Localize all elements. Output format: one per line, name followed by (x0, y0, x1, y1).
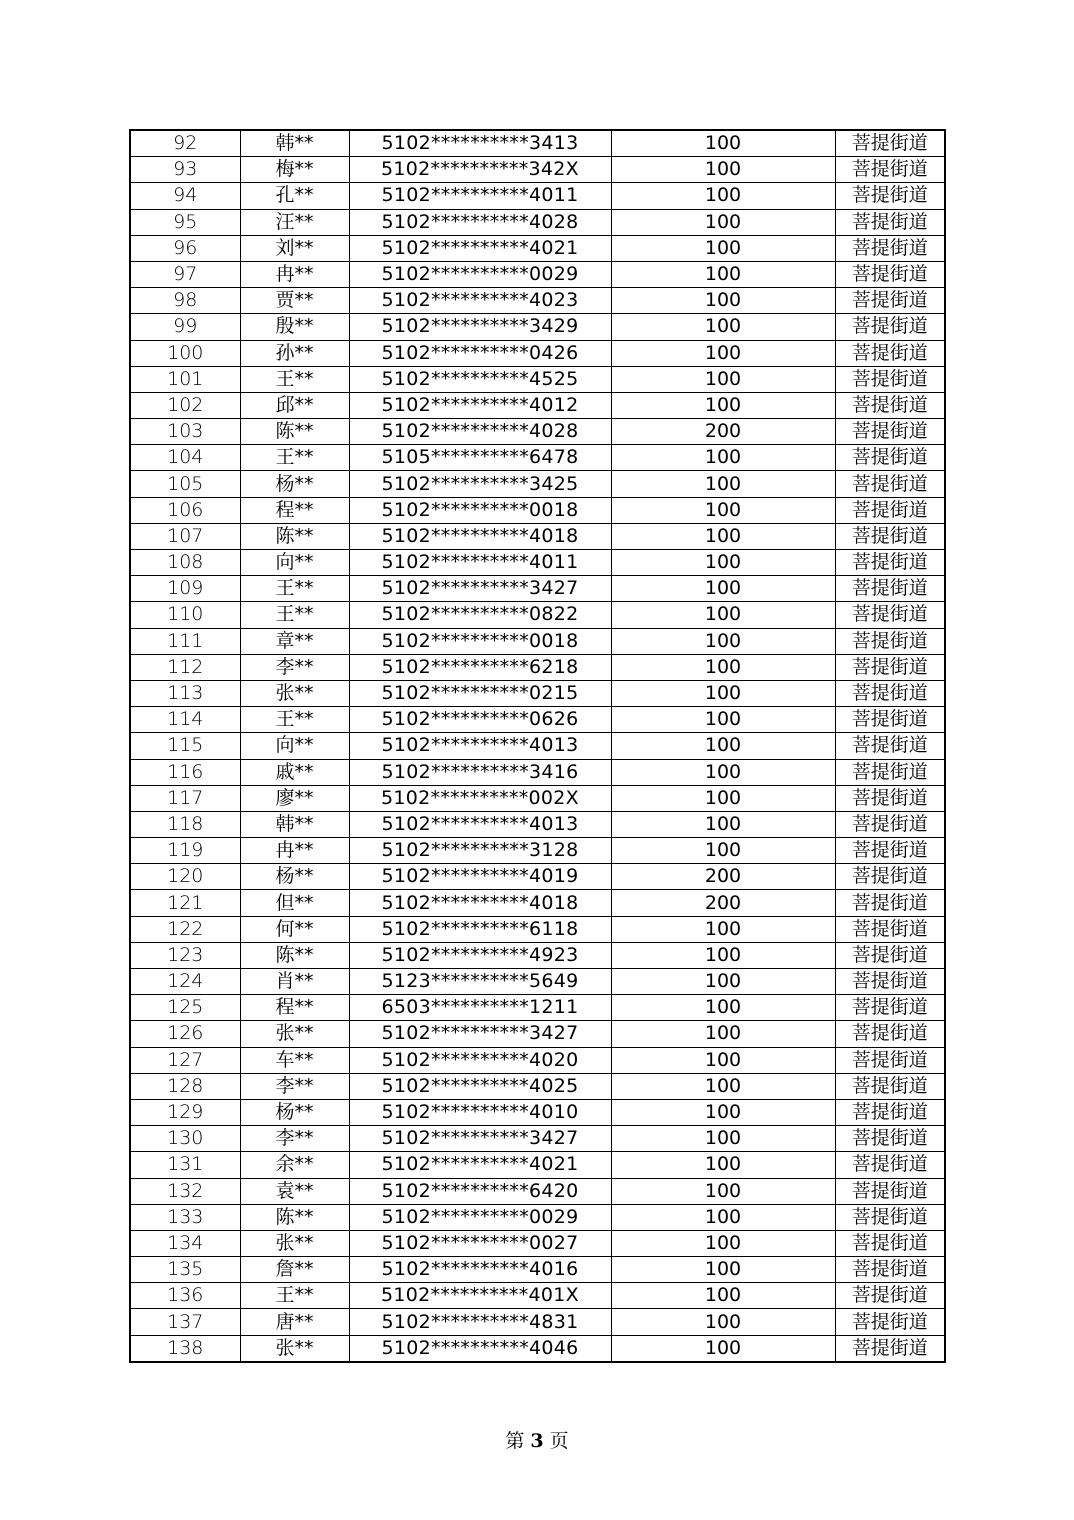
cell-id-number: 5102**********3427 (349, 576, 611, 602)
cell-serial-number: 127 (130, 1047, 240, 1073)
cell-subdistrict: 菩提街道 (835, 733, 945, 759)
cell-amount: 100 (611, 1309, 835, 1335)
cell-id-number: 5102**********0027 (349, 1230, 611, 1256)
roster-table (129, 129, 946, 1363)
cell-subdistrict: 菩提街道 (835, 838, 945, 864)
table-row (130, 550, 945, 576)
footer-prefix: 第 (505, 1430, 525, 1452)
cell-serial-number: 121 (130, 890, 240, 916)
cell-subdistrict: 菩提街道 (835, 785, 945, 811)
cell-name: 殷** (240, 314, 349, 340)
table-row (130, 654, 945, 680)
table-row (130, 1099, 945, 1125)
cell-id-number: 5102**********3413 (349, 130, 611, 157)
cell-id-number: 5105**********6478 (349, 445, 611, 471)
table-row (130, 471, 945, 497)
cell-subdistrict: 菩提街道 (835, 1021, 945, 1047)
cell-subdistrict: 菩提街道 (835, 314, 945, 340)
cell-amount: 100 (611, 576, 835, 602)
cell-amount: 100 (611, 707, 835, 733)
cell-serial-number: 99 (130, 314, 240, 340)
cell-id-number: 5102**********4831 (349, 1309, 611, 1335)
cell-amount: 100 (611, 1126, 835, 1152)
cell-amount: 100 (611, 1047, 835, 1073)
cell-name: 詹** (240, 1257, 349, 1283)
cell-id-number: 5102**********6118 (349, 916, 611, 942)
cell-subdistrict: 菩提街道 (835, 1230, 945, 1256)
cell-serial-number: 109 (130, 576, 240, 602)
table-row (130, 419, 945, 445)
cell-amount: 100 (611, 1178, 835, 1204)
cell-name: 肖** (240, 969, 349, 995)
cell-serial-number: 94 (130, 183, 240, 209)
cell-amount: 100 (611, 942, 835, 968)
table-row (130, 209, 945, 235)
cell-serial-number: 100 (130, 340, 240, 366)
table-row (130, 733, 945, 759)
cell-id-number: 5102**********4010 (349, 1099, 611, 1125)
cell-id-number: 5102**********4011 (349, 550, 611, 576)
cell-name: 杨** (240, 471, 349, 497)
cell-serial-number: 122 (130, 916, 240, 942)
cell-id-number: 5102**********3427 (349, 1021, 611, 1047)
table-row (130, 838, 945, 864)
cell-subdistrict: 菩提街道 (835, 1178, 945, 1204)
table-row (130, 1230, 945, 1256)
table-row (130, 1204, 945, 1230)
table-row (130, 628, 945, 654)
cell-subdistrict: 菩提街道 (835, 1047, 945, 1073)
cell-amount: 100 (611, 785, 835, 811)
cell-amount: 100 (611, 366, 835, 392)
cell-subdistrict: 菩提街道 (835, 157, 945, 183)
table-row (130, 759, 945, 785)
cell-amount: 100 (611, 340, 835, 366)
cell-id-number: 5102**********4023 (349, 288, 611, 314)
cell-serial-number: 136 (130, 1283, 240, 1309)
cell-amount: 100 (611, 1152, 835, 1178)
cell-amount: 100 (611, 1099, 835, 1125)
table-row (130, 995, 945, 1021)
cell-serial-number: 125 (130, 995, 240, 1021)
cell-serial-number: 130 (130, 1126, 240, 1152)
cell-amount: 100 (611, 1021, 835, 1047)
cell-amount: 100 (611, 995, 835, 1021)
cell-id-number: 5102**********0822 (349, 602, 611, 628)
table-row (130, 340, 945, 366)
cell-amount: 100 (611, 183, 835, 209)
cell-amount: 100 (611, 838, 835, 864)
table-row (130, 314, 945, 340)
cell-id-number: 5102**********3427 (349, 1126, 611, 1152)
cell-amount: 200 (611, 864, 835, 890)
cell-subdistrict: 菩提街道 (835, 471, 945, 497)
cell-serial-number: 131 (130, 1152, 240, 1178)
cell-serial-number: 123 (130, 942, 240, 968)
cell-amount: 100 (611, 811, 835, 837)
cell-serial-number: 133 (130, 1204, 240, 1230)
cell-amount: 100 (611, 261, 835, 287)
cell-id-number: 5102**********4021 (349, 235, 611, 261)
cell-serial-number: 96 (130, 235, 240, 261)
cell-subdistrict: 菩提街道 (835, 576, 945, 602)
table-row (130, 392, 945, 418)
cell-id-number: 5102**********4018 (349, 523, 611, 549)
cell-amount: 100 (611, 130, 835, 157)
cell-id-number: 5102**********4923 (349, 942, 611, 968)
table-row (130, 261, 945, 287)
table-row (130, 680, 945, 706)
cell-id-number: 5102**********4012 (349, 392, 611, 418)
cell-id-number: 5102**********0029 (349, 1204, 611, 1230)
cell-serial-number: 117 (130, 785, 240, 811)
cell-id-number: 5102**********0215 (349, 680, 611, 706)
cell-amount: 100 (611, 497, 835, 523)
table-row (130, 235, 945, 261)
cell-name: 贾** (240, 288, 349, 314)
cell-amount: 100 (611, 1073, 835, 1099)
cell-subdistrict: 菩提街道 (835, 261, 945, 287)
cell-serial-number: 92 (130, 130, 240, 157)
cell-name: 张** (240, 1021, 349, 1047)
cell-amount: 100 (611, 1335, 835, 1362)
cell-name: 王** (240, 602, 349, 628)
cell-subdistrict: 菩提街道 (835, 392, 945, 418)
cell-id-number: 5102**********401X (349, 1283, 611, 1309)
cell-serial-number: 93 (130, 157, 240, 183)
cell-amount: 100 (611, 759, 835, 785)
cell-name: 冉** (240, 261, 349, 287)
cell-serial-number: 114 (130, 707, 240, 733)
cell-id-number: 5102**********4013 (349, 733, 611, 759)
cell-amount: 100 (611, 1257, 835, 1283)
cell-subdistrict: 菩提街道 (835, 916, 945, 942)
cell-amount: 100 (611, 550, 835, 576)
cell-serial-number: 132 (130, 1178, 240, 1204)
cell-serial-number: 103 (130, 419, 240, 445)
cell-serial-number: 104 (130, 445, 240, 471)
cell-id-number: 5102**********4011 (349, 183, 611, 209)
cell-name: 陈** (240, 419, 349, 445)
table-row (130, 916, 945, 942)
cell-name: 王** (240, 1283, 349, 1309)
cell-id-number: 5102**********4028 (349, 419, 611, 445)
cell-name: 张** (240, 1335, 349, 1362)
cell-subdistrict: 菩提街道 (835, 1283, 945, 1309)
cell-name: 张** (240, 680, 349, 706)
table-row (130, 1047, 945, 1073)
cell-subdistrict: 菩提街道 (835, 680, 945, 706)
cell-subdistrict: 菩提街道 (835, 288, 945, 314)
cell-serial-number: 102 (130, 392, 240, 418)
cell-id-number: 5102**********002X (349, 785, 611, 811)
cell-subdistrict: 菩提街道 (835, 864, 945, 890)
cell-subdistrict: 菩提街道 (835, 1126, 945, 1152)
cell-subdistrict: 菩提街道 (835, 550, 945, 576)
cell-name: 梅** (240, 157, 349, 183)
table-row (130, 497, 945, 523)
cell-name: 王** (240, 366, 349, 392)
cell-name: 汪** (240, 209, 349, 235)
cell-amount: 100 (611, 916, 835, 942)
cell-name: 李** (240, 654, 349, 680)
cell-serial-number: 129 (130, 1099, 240, 1125)
cell-serial-number: 112 (130, 654, 240, 680)
cell-serial-number: 95 (130, 209, 240, 235)
cell-id-number: 5102**********0029 (349, 261, 611, 287)
cell-subdistrict: 菩提街道 (835, 759, 945, 785)
cell-amount: 100 (611, 235, 835, 261)
cell-serial-number: 138 (130, 1335, 240, 1362)
cell-serial-number: 116 (130, 759, 240, 785)
cell-amount: 100 (611, 1204, 835, 1230)
cell-name: 王** (240, 445, 349, 471)
cell-serial-number: 135 (130, 1257, 240, 1283)
cell-serial-number: 128 (130, 1073, 240, 1099)
table-row (130, 785, 945, 811)
table-row (130, 183, 945, 209)
table-row (130, 969, 945, 995)
cell-name: 韩** (240, 811, 349, 837)
cell-amount: 100 (611, 680, 835, 706)
cell-subdistrict: 菩提街道 (835, 445, 945, 471)
cell-id-number: 5102**********4019 (349, 864, 611, 890)
cell-serial-number: 105 (130, 471, 240, 497)
cell-subdistrict: 菩提街道 (835, 419, 945, 445)
cell-serial-number: 119 (130, 838, 240, 864)
roster-table-body (130, 130, 945, 1362)
cell-id-number: 5102**********4013 (349, 811, 611, 837)
table-row (130, 942, 945, 968)
cell-id-number: 5102**********4025 (349, 1073, 611, 1099)
page-number: 3 (530, 1430, 544, 1452)
table-row (130, 1257, 945, 1283)
cell-name: 杨** (240, 1099, 349, 1125)
table-row (130, 864, 945, 890)
cell-subdistrict: 菩提街道 (835, 1099, 945, 1125)
cell-amount: 100 (611, 445, 835, 471)
table-row (130, 1283, 945, 1309)
table-row (130, 366, 945, 392)
cell-id-number: 6503**********1211 (349, 995, 611, 1021)
cell-serial-number: 124 (130, 969, 240, 995)
cell-subdistrict: 菩提街道 (835, 235, 945, 261)
cell-amount: 100 (611, 654, 835, 680)
cell-id-number: 5102**********4028 (349, 209, 611, 235)
cell-name: 何** (240, 916, 349, 942)
cell-serial-number: 108 (130, 550, 240, 576)
cell-subdistrict: 菩提街道 (835, 209, 945, 235)
cell-name: 王** (240, 576, 349, 602)
cell-id-number: 5102**********3416 (349, 759, 611, 785)
cell-subdistrict: 菩提街道 (835, 995, 945, 1021)
table-row (130, 523, 945, 549)
cell-name: 韩** (240, 130, 349, 157)
table-row (130, 445, 945, 471)
cell-amount: 200 (611, 890, 835, 916)
table-row (130, 157, 945, 183)
cell-subdistrict: 菩提街道 (835, 366, 945, 392)
cell-serial-number: 97 (130, 261, 240, 287)
cell-name: 张** (240, 1230, 349, 1256)
cell-name: 李** (240, 1126, 349, 1152)
footer-suffix: 页 (549, 1430, 569, 1452)
cell-name: 刘** (240, 235, 349, 261)
cell-serial-number: 110 (130, 602, 240, 628)
cell-subdistrict: 菩提街道 (835, 654, 945, 680)
cell-subdistrict: 菩提街道 (835, 497, 945, 523)
table-row (130, 1126, 945, 1152)
cell-name: 廖** (240, 785, 349, 811)
table-row (130, 602, 945, 628)
cell-serial-number: 137 (130, 1309, 240, 1335)
table-row (130, 288, 945, 314)
cell-serial-number: 98 (130, 288, 240, 314)
cell-subdistrict: 菩提街道 (835, 1335, 945, 1362)
cell-amount: 100 (611, 969, 835, 995)
cell-subdistrict: 菩提街道 (835, 523, 945, 549)
table-row (130, 1021, 945, 1047)
cell-subdistrict: 菩提街道 (835, 942, 945, 968)
cell-name: 陈** (240, 1204, 349, 1230)
cell-id-number: 5102**********0018 (349, 497, 611, 523)
cell-serial-number: 111 (130, 628, 240, 654)
cell-subdistrict: 菩提街道 (835, 811, 945, 837)
cell-id-number: 5102**********0626 (349, 707, 611, 733)
cell-name: 杨** (240, 864, 349, 890)
cell-amount: 100 (611, 209, 835, 235)
cell-name: 邱** (240, 392, 349, 418)
table-row (130, 1335, 945, 1362)
cell-amount: 100 (611, 733, 835, 759)
cell-amount: 100 (611, 523, 835, 549)
page-footer (0, 1426, 1074, 1453)
cell-serial-number: 118 (130, 811, 240, 837)
cell-id-number: 5102**********4020 (349, 1047, 611, 1073)
cell-name: 向** (240, 733, 349, 759)
cell-subdistrict: 菩提街道 (835, 707, 945, 733)
cell-id-number: 5102**********0426 (349, 340, 611, 366)
cell-amount: 100 (611, 1283, 835, 1309)
cell-subdistrict: 菩提街道 (835, 1204, 945, 1230)
cell-id-number: 5102**********3429 (349, 314, 611, 340)
cell-id-number: 5102**********4525 (349, 366, 611, 392)
cell-id-number: 5102**********342X (349, 157, 611, 183)
cell-serial-number: 113 (130, 680, 240, 706)
table-row (130, 130, 945, 157)
cell-subdistrict: 菩提街道 (835, 628, 945, 654)
table-row (130, 707, 945, 733)
cell-name: 陈** (240, 523, 349, 549)
cell-amount: 100 (611, 392, 835, 418)
cell-serial-number: 115 (130, 733, 240, 759)
table-row (130, 1309, 945, 1335)
table-row (130, 1152, 945, 1178)
cell-subdistrict: 菩提街道 (835, 602, 945, 628)
cell-amount: 200 (611, 419, 835, 445)
cell-id-number: 5102**********0018 (349, 628, 611, 654)
cell-subdistrict: 菩提街道 (835, 969, 945, 995)
cell-id-number: 5102**********4021 (349, 1152, 611, 1178)
cell-amount: 100 (611, 471, 835, 497)
cell-name: 陈** (240, 942, 349, 968)
cell-amount: 100 (611, 602, 835, 628)
cell-name: 孙** (240, 340, 349, 366)
table-row (130, 811, 945, 837)
cell-subdistrict: 菩提街道 (835, 890, 945, 916)
cell-serial-number: 101 (130, 366, 240, 392)
cell-name: 冉** (240, 838, 349, 864)
cell-amount: 100 (611, 157, 835, 183)
cell-name: 向** (240, 550, 349, 576)
cell-amount: 100 (611, 314, 835, 340)
cell-subdistrict: 菩提街道 (835, 340, 945, 366)
cell-name: 李** (240, 1073, 349, 1099)
table-row (130, 890, 945, 916)
cell-id-number: 5102**********4016 (349, 1257, 611, 1283)
cell-id-number: 5102**********3425 (349, 471, 611, 497)
cell-serial-number: 134 (130, 1230, 240, 1256)
cell-id-number: 5123**********5649 (349, 969, 611, 995)
cell-amount: 100 (611, 288, 835, 314)
cell-id-number: 5102**********6218 (349, 654, 611, 680)
cell-serial-number: 107 (130, 523, 240, 549)
table-row (130, 1073, 945, 1099)
cell-name: 程** (240, 995, 349, 1021)
table-row (130, 1178, 945, 1204)
cell-name: 车** (240, 1047, 349, 1073)
cell-subdistrict: 菩提街道 (835, 1309, 945, 1335)
cell-serial-number: 106 (130, 497, 240, 523)
cell-name: 袁** (240, 1178, 349, 1204)
cell-name: 戚** (240, 759, 349, 785)
cell-subdistrict: 菩提街道 (835, 130, 945, 157)
cell-name: 孔** (240, 183, 349, 209)
cell-serial-number: 126 (130, 1021, 240, 1047)
cell-name: 章** (240, 628, 349, 654)
cell-subdistrict: 菩提街道 (835, 1073, 945, 1099)
cell-serial-number: 120 (130, 864, 240, 890)
cell-name: 程** (240, 497, 349, 523)
table-row (130, 576, 945, 602)
cell-id-number: 5102**********4018 (349, 890, 611, 916)
cell-id-number: 5102**********6420 (349, 1178, 611, 1204)
cell-amount: 100 (611, 628, 835, 654)
cell-name: 唐** (240, 1309, 349, 1335)
cell-subdistrict: 菩提街道 (835, 1152, 945, 1178)
cell-subdistrict: 菩提街道 (835, 1257, 945, 1283)
cell-name: 但** (240, 890, 349, 916)
cell-name: 王** (240, 707, 349, 733)
cell-name: 余** (240, 1152, 349, 1178)
cell-id-number: 5102**********4046 (349, 1335, 611, 1362)
cell-subdistrict: 菩提街道 (835, 183, 945, 209)
cell-amount: 100 (611, 1230, 835, 1256)
cell-id-number: 5102**********3128 (349, 838, 611, 864)
